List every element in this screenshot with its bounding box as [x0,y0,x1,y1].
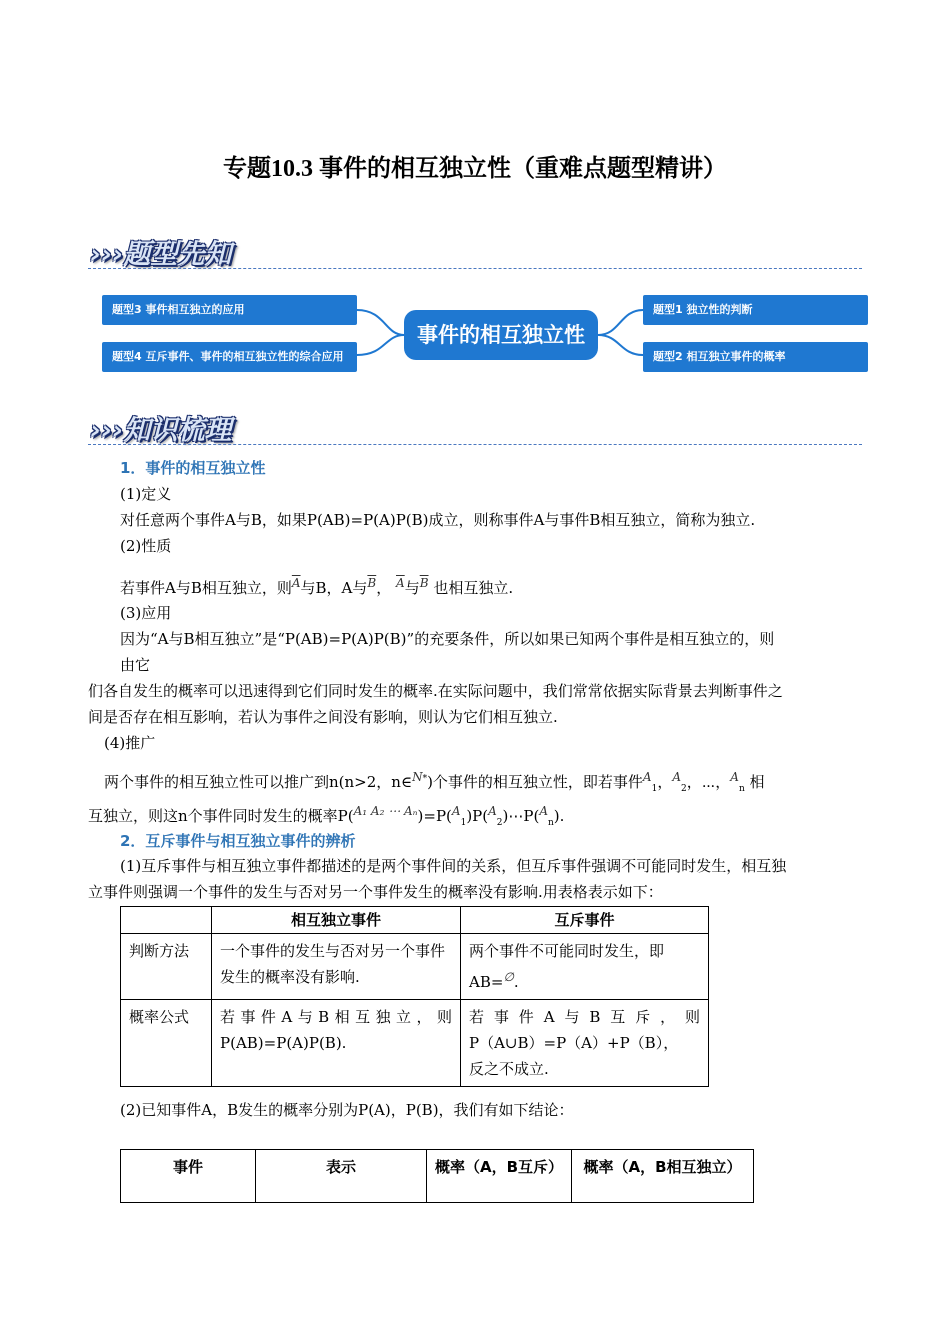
table-header-blank [121,907,212,934]
application-line-2: 由它 [120,656,151,674]
generalization-line-1: 两个事件的相互独立性可以推广到n(n>2，n∈$^{N*}$)个事件的相互独立性，即若事件$^A_1$，$^A_2$，⋯，$^A_n$ 相 [104,770,765,794]
table-header-independent-prob: 概率（A，B相互独立） [572,1150,754,1203]
generalization-label: (4)推广 [104,734,156,752]
table-cell-label: 概率公式 [121,1000,212,1087]
a-bar-symbol: A [291,576,301,590]
section-heading-comparison: 2．互斥事件与相互独立事件的辨析 [120,832,356,850]
table-cell: 若事件A与B相互独立，则 P(AB)=P(A)P(B). [212,1000,461,1087]
mindmap-node-type2: 题型2 相互独立事件的概率 [643,342,868,372]
table-row [121,1000,709,1087]
definition-text: 对任意两个事件A与B，如果P(AB)=P(A)P(B)成立，则称事件A与事件B相互独立，简称为独立. [120,511,756,529]
section-banner-knowledge: ›››知识梳理 [90,415,232,446]
mindmap-node-type1: 题型1 独立性的判断 [643,295,868,325]
comparison-para-line-1: (1)互斥事件与相互独立事件都描述的是两个事件间的关系，但互斥事件强调不可能同时发生，相互独 [120,857,787,875]
table-cell: 若事件A与B互斥，则 P（A∪B）=P（A）+P（B）， 反之不成立. [461,1000,709,1087]
comparison-para-line-2: 立事件则强调一个事件的发生与否对另一个事件发生的概率没有影响.用表格表示如下： [88,883,663,901]
table-row [121,934,709,1000]
property-text: 若事件A与B相互独立，则$^{\overline{A}}$与B，A与$^{\overline{B}}$， $^{\overline{A}}$与$^{\overline{B}}$ 也相互独立. [120,576,514,597]
property-label: (2)性质 [120,537,172,555]
application-line-4: 间是否存在相互影响，若认为事件之间没有影响，则认为它们相互独立. [88,708,558,726]
application-line-1: 因为“A与B相互独立”是“P(AB)=P(A)P(B)”的充要条件，所以如果已知两个事件是相互独立的，则 [120,630,775,648]
table-cell-label: 判断方法 [121,934,212,1000]
section-banner-question-types: ›››题型先知 [90,239,232,270]
table-header-exclusive: 互斥事件 [461,907,709,934]
section-heading-independence: 1．事件的相互独立性 [120,459,266,477]
b-bar-symbol: B [419,576,429,590]
table-header-independent: 相互独立事件 [212,907,461,934]
table-header-exclusive-prob: 概率（A，B互斥） [427,1150,572,1203]
a-bar-symbol: A [396,576,405,590]
generalization-line-2: 互独立，则这n个事件同时发生的概率P($^{A_1 A_2 \cdots A_n}$)=P($^A_1$)P($^A_2$)⋯P($^A_n$). [88,804,565,828]
table-cell: 两个事件不可能同时发生，即 AB=∅. [461,934,709,1000]
conclusion-intro: (2)已知事件A，B发生的概率分别为P(A)，P(B)，我们有如下结论： [120,1101,574,1119]
mindmap-node-type4: 题型4 互斥事件、事件的相互独立性的综合应用 [102,342,357,372]
table-header-event: 事件 [121,1150,256,1203]
divider [88,268,862,269]
application-label: (3)应用 [120,604,172,622]
application-line-3: 们各自发生的概率可以迅速得到它们同时发生的概率.在实际问题中，我们常常依据实际背景去判断事件之 [88,682,783,700]
mindmap-node-type3: 题型3 事件相互独立的应用 [102,295,357,325]
comparison-table [120,906,709,1087]
table-header-notation: 表示 [256,1150,427,1203]
b-bar-symbol: B [367,576,377,590]
divider [88,444,862,445]
definition-label: (1)定义 [120,485,172,503]
page-title: 专题10.3 事件的相互独立性（重难点题型精讲） [223,156,727,182]
table-cell: 一个事件的发生与否对另一个事件发生的概率没有影响. [212,934,461,1000]
mindmap-center: 事件的相互独立性 [404,310,598,360]
conclusion-table [120,1149,754,1203]
